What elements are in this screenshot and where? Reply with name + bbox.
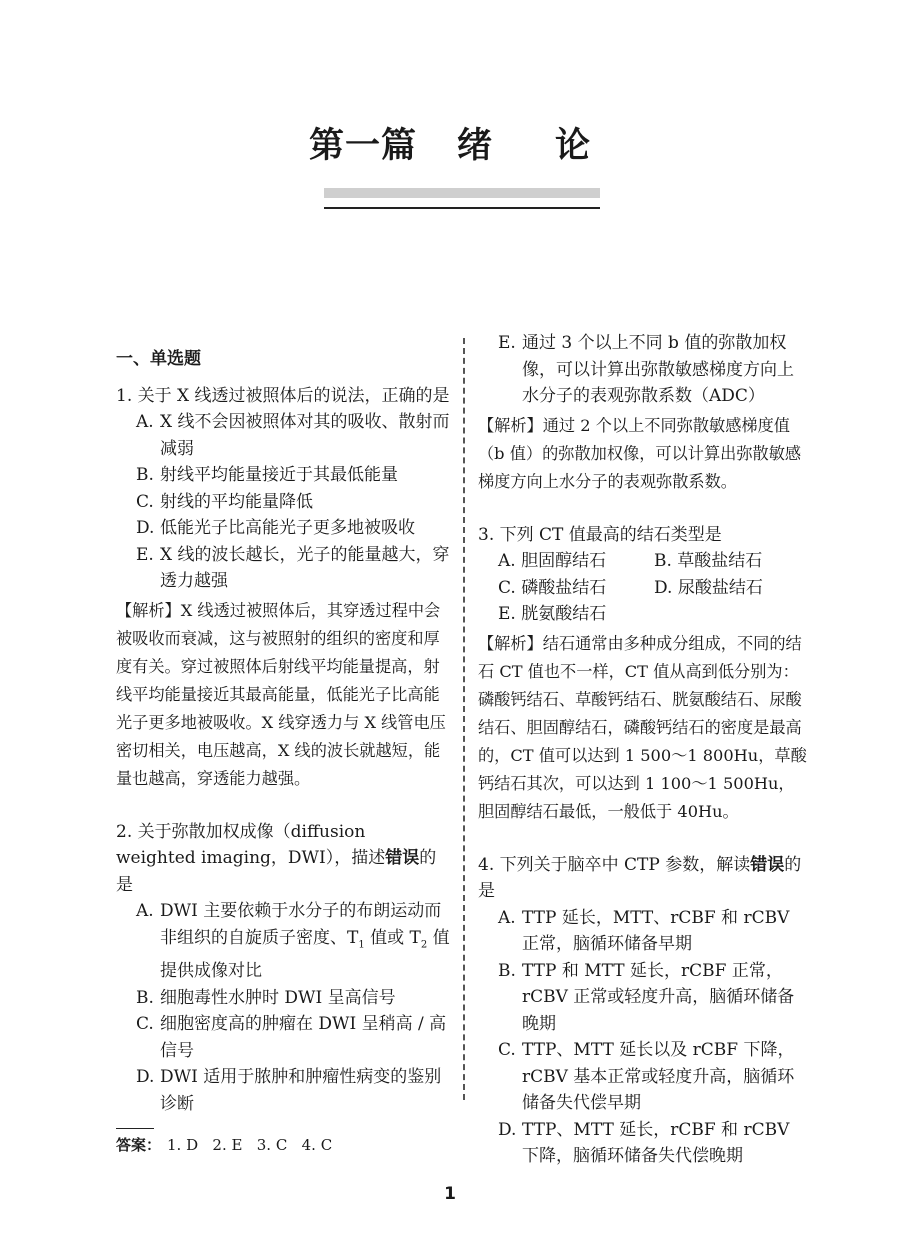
option-item: E. 胱氨酸结石 — [498, 604, 607, 624]
option-item: E. X 线的波长越长，光子的能量越大，穿透力越强 — [136, 544, 450, 591]
option-item: B. 草酸盐结石 — [654, 551, 763, 571]
answer-key: 答案： 1. D 2. E 3. C 4. C — [116, 1136, 333, 1154]
title-part-3: 论 — [555, 126, 592, 166]
option-item: D. DWI 适用于脓肿和肿瘤性病变的鉴别诊断 — [136, 1067, 442, 1114]
analysis: 【解析】结石通常由多种成分组成，不同的结石 CT 值也不一样，CT 值从高到低分别为：磷酸钙结石、草酸钙结石、胱氨酸结石、尿酸结石、胆固醇结石，磷酸钙结石的密度是最高的，CT 值可以达到 1 500～1 800Hu，草酸钙结石其次，可以达到 1 100～1 500Hu，胆固醇结石最低，一般低于 40Hu。 — [478, 633, 807, 821]
option-item: B. 细胞毒性水肿时 DWI 呈高信号 — [136, 987, 396, 1008]
option-item: C. 细胞密度高的肿瘤在 DWI 呈稍高 / 高信号 — [136, 1014, 447, 1061]
option-item: C. 射线的平均能量降低 — [136, 491, 313, 512]
option-item: D. 尿酸盐结石 — [654, 577, 763, 598]
question-2 — [116, 819, 450, 1118]
option-item: A. TTP 延长，MTT、rCBF 和 rCBV 正常，脑循环储备早期 — [498, 907, 790, 954]
option-item: D. TTP、MTT 延长，rCBF 和 rCBV 下降，脑循环储备失代偿晚期 — [498, 1119, 790, 1166]
option-row — [478, 575, 810, 602]
footnote-rule — [116, 1128, 154, 1129]
question-3 — [478, 522, 810, 826]
option-row — [478, 601, 810, 628]
left-column — [116, 330, 450, 1117]
option-item: A. X 线不会因被照体对其的吸收、散射而减弱 — [136, 412, 450, 459]
question-stem: 4. 下列关于脑卒中 CTP 参数，解读错误的是 — [478, 854, 802, 901]
question-1 — [116, 383, 450, 793]
option-item: B. 射线平均能量接近于其最低能量 — [136, 465, 398, 485]
page-title — [0, 118, 900, 168]
section-heading: 一、单选题 — [116, 349, 201, 369]
option-item: A. DWI 主要依赖于水分子的布朗运动而非组织的自旋质子密度、$T_1$ 值或 $T_2$ 值提供成像对比 — [136, 901, 450, 982]
question-stem: 1. 关于 X 线透过被照体后的说法，正确的是 — [116, 385, 450, 406]
option-item: D. 低能光子比高能光子更多地被吸收 — [136, 518, 415, 538]
title-underline — [324, 207, 600, 209]
title-part-1: 第一篇 — [308, 126, 417, 166]
option-item: C. 磷酸盐结石 — [498, 577, 607, 598]
analysis: 【解析】通过 2 个以上不同弥散敏感梯度值（b 值）的弥散加权像，可以计算出弥散敏感梯度方向上水分子的表观弥散系数。 — [478, 415, 802, 491]
title-part-2: 绪 — [456, 126, 493, 166]
option-item: E. 通过 3 个以上不同 b 值的弥散加权像，可以计算出弥散敏感梯度方向上水分子的表观弥散系数（ADC） — [498, 333, 794, 406]
question-2-continued — [478, 330, 810, 496]
option-row — [478, 548, 810, 575]
column-divider — [463, 338, 465, 1100]
right-column — [478, 330, 810, 1170]
option-item: C. TTP、MTT 延长以及 rCBF 下降，rCBV 基本正常或轻度升高，脑循环储备失代偿早期 — [498, 1040, 795, 1113]
option-item: A. 胆固醇结石 — [498, 551, 607, 571]
question-stem: 3. 下列 CT 值最高的结石类型是 — [478, 524, 722, 545]
question-4 — [478, 852, 810, 1170]
option-item: B. TTP 和 MTT 延长，rCBF 正常，rCBV 正常或轻度升高，脑循环储备晚期 — [498, 960, 795, 1034]
page-number: 1 — [444, 1184, 456, 1204]
question-stem: 2. 关于弥散加权成像（diffusion weighted imaging，DWI），描述错误的是 — [116, 821, 437, 895]
analysis: 【解析】X 线透过被照体后，其穿透过程中会被吸收而衰减，这与被照射的组织的密度和厚度有关。穿过被照体后射线平均能量提高，射线平均能量接近其最高能量，低能光子比高能光子更多地被吸收。X 线穿透力与 X 线管电压密切相关，电压越高，X 线的波长就越短，能量也越高，穿透能力越强。 — [116, 600, 446, 788]
title-decor-bar — [324, 188, 600, 198]
